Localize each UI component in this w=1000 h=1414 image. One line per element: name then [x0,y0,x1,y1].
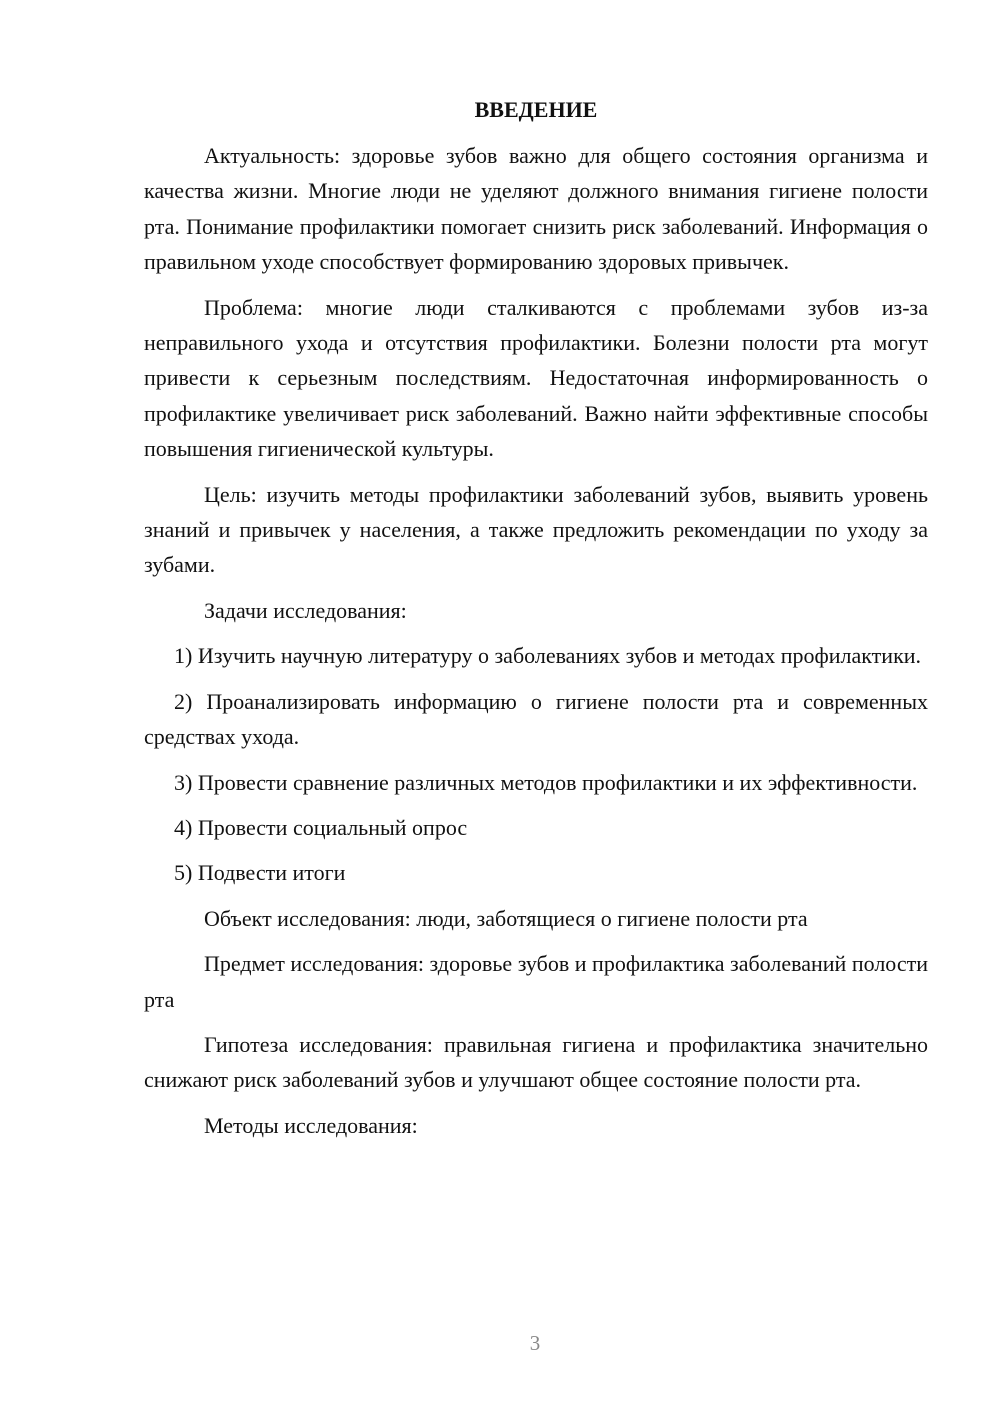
hypothesis-paragraph: Гипотеза исследования: правильная гигиена и профилактика значительно снижают риск заболеваний зубов и улучшают общее состояние полости рта. [144,1031,928,1093]
task-item-4: 4) Провести социальный опрос [174,814,468,840]
task-item-5: 5) Подвести итоги [174,860,346,886]
relevance-paragraph: Актуальность: здоровье зубов важно для общего состояния организма и качества жизни. Многие люди не уделяют должного внимания гигиене полости рта. Понимание профилактики помогает снизить риск заболеваний. Информация о правильном уходе способствует формированию здоровых привычек. [144,143,928,275]
page-number: 3 [529,1331,541,1355]
task-item-1: 1) Изучить научную литературу о заболеваниях зубов и методах профилактики. [174,643,922,669]
methods-heading: Методы исследования: [204,1112,418,1138]
problem-paragraph: Проблема: многие люди сталкиваются с проблемами зубов из-за неправильного ухода и отсутствия профилактики. Болезни полости рта могут привести к серьезным последствиям. Недостаточная информированность о профилактике увеличивает риск заболеваний. Важно найти эффективные способы повышения гигиенической культуры. [144,294,928,462]
tasks-heading: Задачи исследования: [204,597,407,623]
page-title: ВВЕДЕНИЕ [474,97,598,122]
goal-paragraph: Цель: изучить методы профилактики заболеваний зубов, выявить уровень знаний и привычек у населения, а также предложить рекомендации по уходу за зубами. [144,481,928,578]
subject-paragraph: Предмет исследования: здоровье зубов и профилактика заболеваний полости рта [144,951,928,1012]
object-paragraph: Объект исследования: люди, заботящиеся о гигиене полости рта [204,905,808,931]
task-item-3: 3) Провести сравнение различных методов профилактики и их эффективности. [174,769,918,795]
task-item-2: 2) Проанализировать информацию о гигиене полости рта и современных средствах ухода. [144,688,928,750]
page-content [144,92,928,1153]
